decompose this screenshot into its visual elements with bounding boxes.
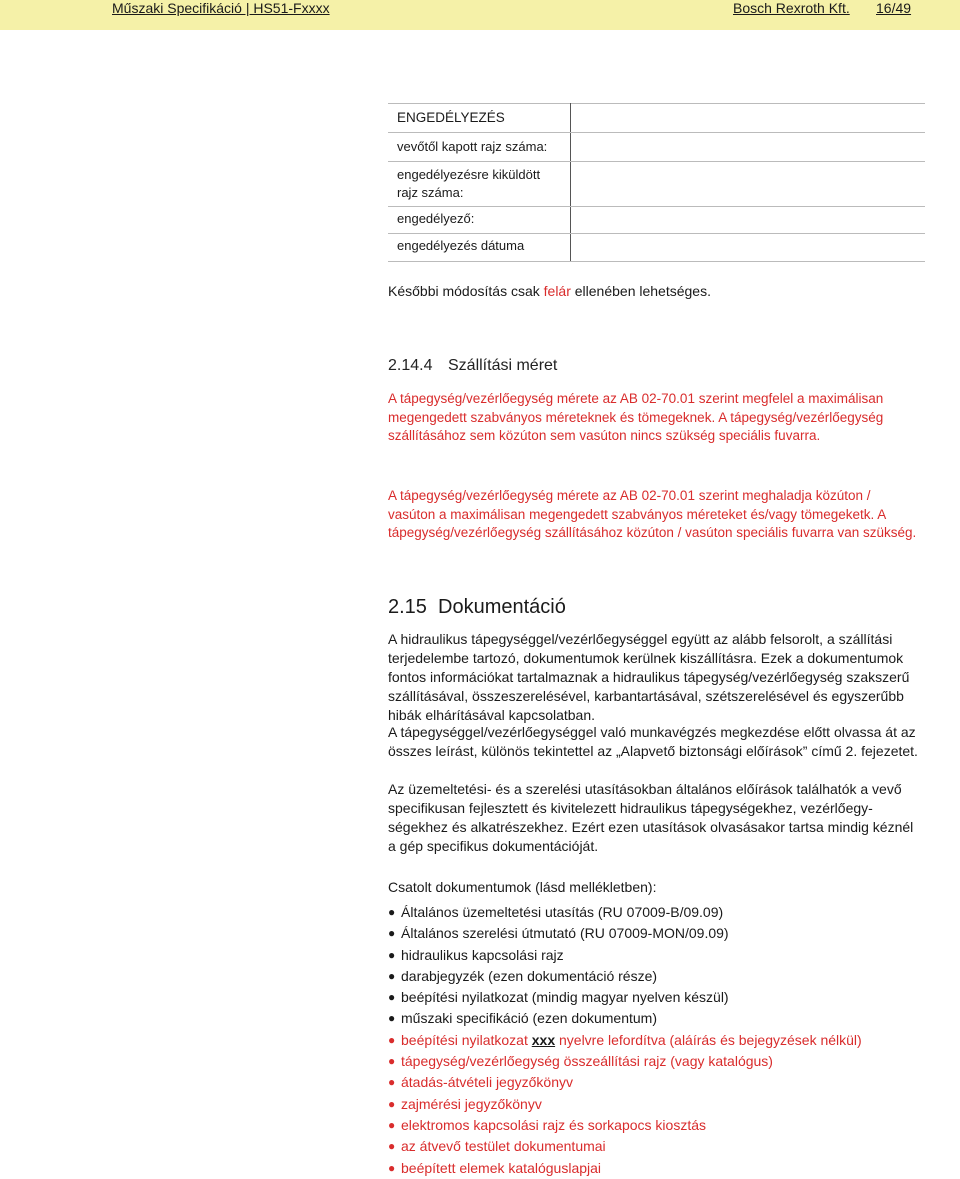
note-text-end: ellenében lehetséges. xyxy=(570,283,711,299)
bullet-icon: ● xyxy=(388,1117,396,1132)
transport-paragraph-oversize: A tápegység/vezérlőegység mérete az AB 02-70.01 szerint meghaladja közúton / vasúton a maximálisan megengedett szabványos méreteket és/vagy tömegeketk. A tápegység/vezérlőegység szállításához közúton / vasúton speciális fuvarra van szükség. xyxy=(388,488,917,540)
list-item-text: műszaki specifikáció (ezen dokumentum) xyxy=(401,1010,657,1027)
approval-row: rajz száma: xyxy=(397,185,464,200)
list-item xyxy=(388,1094,928,1115)
list-item-text: az átvevő testület dokumentumai xyxy=(401,1138,606,1155)
approval-row: engedélyezésre kiküldött xyxy=(397,167,541,182)
section-heading-2-15 xyxy=(388,596,566,619)
table-rule xyxy=(388,261,925,262)
list-item xyxy=(388,1051,928,1072)
list-item xyxy=(388,1158,928,1179)
list-item-text: darabjegyzék (ezen dokumentáció része) xyxy=(401,967,658,984)
approval-row: engedélyező: xyxy=(397,211,475,226)
bullet-icon: ● xyxy=(388,905,396,919)
list-item xyxy=(388,1072,928,1093)
bullet-icon: ● xyxy=(388,947,396,962)
list-item xyxy=(388,1030,928,1051)
doc-paragraph-3: Az üzemeltetési- és a szerelési utasításokban általános előírások találhatók a vevő specifikusan fejlesztett és kivitelezett hidraulikus tápegységekhez, vezérlőegységekhez és alkatrészekhez. Ezért ezen utasítások olvasásakor tartsa mindig kéznél a gép specifikus dokumentációját. xyxy=(388,781,914,854)
table-rule xyxy=(388,132,925,133)
bullet-icon: ● xyxy=(388,1075,396,1090)
list-item-text: Általános üzemeltetési utasítás (RU 07009-B/09.09) xyxy=(401,904,724,920)
list-item xyxy=(388,902,928,923)
list-item xyxy=(388,1136,928,1157)
note-highlight: felár xyxy=(543,283,571,299)
approval-table xyxy=(388,103,925,262)
list-item xyxy=(388,923,928,944)
modification-note xyxy=(388,283,711,299)
list-item xyxy=(388,945,928,966)
list-item-text: zajmérési jegyzőkönyv xyxy=(401,1095,542,1112)
header-company: Bosch Rexroth Kft. xyxy=(733,0,850,16)
approval-row: vevőtől kapott rajz száma: xyxy=(397,139,548,154)
bullet-icon: ● xyxy=(388,990,396,1005)
attached-docs-list xyxy=(388,902,928,1179)
doc-paragraph-2: A tápegységgel/vezérlőegységgel való munkavégzés megkezdése előtt olvassa át az összes leírást, különös tekintettel az „Alapvető biztonsági előírások” című 2. fejezetet. xyxy=(388,724,918,759)
language-placeholder: xxx xyxy=(531,1031,556,1048)
bullet-icon: ● xyxy=(388,968,396,983)
bullet-icon: ● xyxy=(388,1139,396,1154)
table-rule xyxy=(388,206,925,207)
table-rule xyxy=(388,103,925,104)
table-divider xyxy=(570,103,571,262)
list-item-text: tápegység/vezérlőegység összeállítási rajz (vagy katalógus) xyxy=(401,1053,773,1070)
bullet-icon: ● xyxy=(388,1054,396,1069)
bullet-icon: ● xyxy=(388,1032,396,1047)
list-item xyxy=(388,987,928,1008)
list-item-text: hidraulikus kapcsolási rajz xyxy=(401,946,564,963)
list-item xyxy=(388,1115,928,1136)
note-text: Későbbi módosítás csak xyxy=(388,283,544,299)
bullet-icon: ● xyxy=(388,1160,396,1175)
bullet-icon: ● xyxy=(388,926,396,941)
page-header xyxy=(0,0,960,30)
bullet-icon: ● xyxy=(388,1096,396,1111)
doc-paragraph-1: A hidraulikus tápegységgel/vezérlőegységgel együtt az alább felsorolt, a szállítási terjedelembe tartozó, dokumentumok kerülnek kiszállításra. Ezek a dokumentumok fontos információkat tartalmaznak a hidraulikus tápegység/vezérlőegység szakszerű szállításával, összeszerelésével, karbantartásával, szétszerelésével és egyszerűbb hibák elhárításával kapcsolatban. xyxy=(388,631,910,723)
header-page-number: 16/49 xyxy=(876,0,912,16)
approval-row: engedélyezés dátuma xyxy=(397,238,525,253)
section-number: 2.15 xyxy=(388,596,427,618)
bullet-icon: ● xyxy=(388,1011,396,1026)
list-item-text: beépítési nyilatkozat xyxy=(401,1031,532,1048)
list-item-text-end: nyelvre lefordítva (aláírás és bejegyzések nélkül) xyxy=(555,1031,862,1048)
header-doc-title: Műszaki Specifikáció | HS51-Fxxxx xyxy=(112,0,330,16)
list-item xyxy=(388,966,928,987)
section-heading-2-14-4 xyxy=(388,357,557,375)
section-title: Szállítási méret xyxy=(448,357,558,374)
list-item-text: elektromos kapcsolási rajz és sorkapocs kiosztás xyxy=(401,1116,707,1133)
table-rule xyxy=(388,161,925,162)
transport-paragraph-ok: A tápegység/vezérlőegység mérete az AB 02-70.01 szerint megfelel a maximálisan megengedett szabványos méreteknek és tömegeknek. A tápegység/vezérlőegység szállításához sem közúton sem vasúton nincs szükség speciális fuvarra. xyxy=(388,391,884,443)
list-item-text: Általános szerelési útmutató (RU 07009-MON/09.09) xyxy=(401,925,729,942)
list-item-text: beépített elemek katalóguslapjai xyxy=(401,1159,602,1176)
list-item xyxy=(388,1008,928,1029)
table-rule xyxy=(388,233,925,234)
section-title: Dokumentáció xyxy=(438,596,566,618)
section-number: 2.14.4 xyxy=(388,357,433,374)
approval-title: ENGEDÉLYEZÉS xyxy=(397,110,505,125)
list-item-text: átadás-átvételi jegyzőkönyv xyxy=(401,1074,573,1091)
list-item-text: beépítési nyilatkozat (mindig magyar nyelven készül) xyxy=(401,989,729,1006)
attached-docs-label: Csatolt dokumentumok (lásd mellékletben): xyxy=(388,879,657,895)
